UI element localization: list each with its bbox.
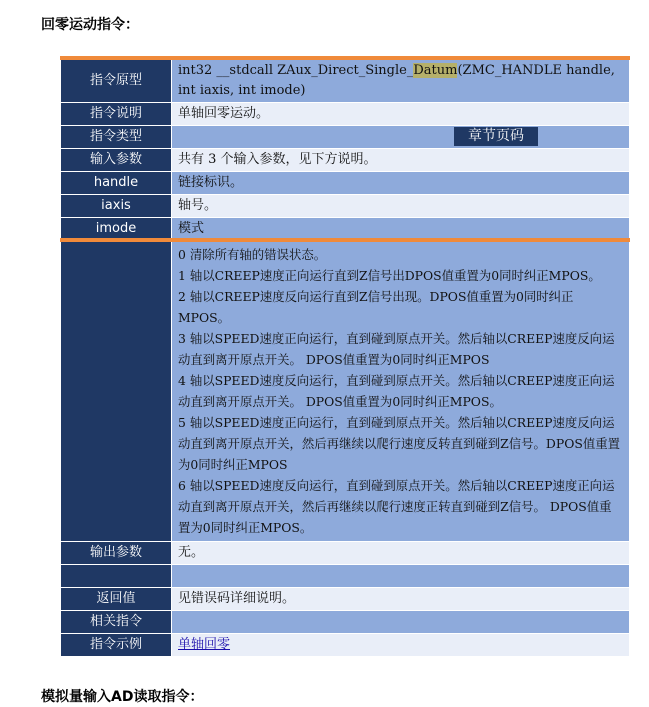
modes-value: [172, 240, 630, 542]
type-value: [172, 126, 630, 149]
description-value: 单轴回零运动。: [172, 103, 630, 126]
inputs-row: [61, 149, 630, 172]
type-row: [61, 126, 630, 149]
mode-item-1: 1 轴以CREEP速度正向运行直到Z信号出DPOS值重置为0同时纠正MPOS。: [178, 268, 601, 283]
example-link[interactable]: 单轴回零: [178, 637, 231, 652]
mode-item-3: 3 轴以SPEED速度正向运行，直到碰到原点开关。然后轴以CREEP速度反向运动直到离开原点开关。 DPOS值重置为0同时纠正MPOS: [178, 331, 615, 367]
output-label: 输出参数: [61, 542, 172, 565]
example-row: [61, 634, 630, 657]
description-label: 指令说明: [61, 103, 172, 126]
section-heading-ad: 模拟量输入AD读取指令：: [41, 689, 204, 705]
mode-item-2: 2 轴以CREEP速度反向运行直到Z信号出现。DPOS值重置为0同时纠正MPOS。: [178, 289, 574, 325]
modes-label: [61, 240, 172, 542]
related-row: [61, 611, 630, 634]
chapter-page-badge: 章节页码: [454, 127, 538, 146]
return-label: 返回值: [61, 588, 172, 611]
param-row-iaxis: [61, 195, 630, 218]
spacer-value: [172, 565, 630, 588]
example-label: 指令示例: [61, 634, 172, 657]
param-value-imode: 模式: [172, 218, 630, 241]
section-heading-datum: 回零运动指令：: [41, 17, 139, 33]
return-row: [61, 588, 630, 611]
mode-item-4: 4 轴以SPEED速度反向运行，直到碰到原点开关。然后轴以CREEP速度正向运动直到离开原点开关。 DPOS值重置为0同时纠正MPOS。: [178, 373, 615, 409]
prototype-highlight: Datum: [413, 63, 458, 78]
param-value-handle: 链接标识。: [172, 172, 630, 195]
inputs-label: 输入参数: [61, 149, 172, 172]
output-value: 无。: [172, 542, 630, 565]
param-row-handle: [61, 172, 630, 195]
param-label-iaxis: iaxis: [61, 195, 172, 218]
param-value-iaxis: 轴号。: [172, 195, 630, 218]
param-label-handle: handle: [61, 172, 172, 195]
prototype-text-post: (ZMC_HANDLE handle, int iaxis, int imode): [178, 63, 615, 98]
prototype-label: 指令原型: [61, 58, 172, 103]
mode-item-0: 0 清除所有轴的错误状态。: [178, 247, 327, 262]
mode-item-5: 5 轴以SPEED速度正向运行，直到碰到原点开关。然后轴以CREEP速度反向运动直到离开原点开关，然后再继续以爬行速度反转直到碰到Z信号。DPOS值重置为0同时纠正MPOS: [178, 415, 621, 472]
prototype-value: [172, 58, 630, 103]
spacer-label: [61, 565, 172, 588]
modes-row: [61, 240, 630, 542]
param-label-imode: imode: [61, 218, 172, 241]
prototype-row: [61, 58, 630, 103]
spacer-row: [61, 565, 630, 588]
description-row: [61, 103, 630, 126]
mode-item-6: 6 轴以SPEED速度反向运行，直到碰到原点开关。然后轴以CREEP速度正向运动直到离开原点开关，然后再继续以爬行速度正转直到碰到Z信号。 DPOS值重置为0同时纠正MPOS。: [178, 478, 615, 535]
type-label: 指令类型: [61, 126, 172, 149]
return-value: 见错误码详细说明。: [172, 588, 630, 611]
example-value: [172, 634, 630, 657]
related-value: [172, 611, 630, 634]
inputs-value: 共有 3 个输入参数，见下方说明。: [172, 149, 630, 172]
prototype-text-pre: int32 __stdcall ZAux_Direct_Single_: [178, 63, 414, 78]
command-table: [60, 56, 630, 241]
output-row: [61, 542, 630, 565]
mode-detail-table: [60, 238, 630, 657]
related-label: 相关指令: [61, 611, 172, 634]
